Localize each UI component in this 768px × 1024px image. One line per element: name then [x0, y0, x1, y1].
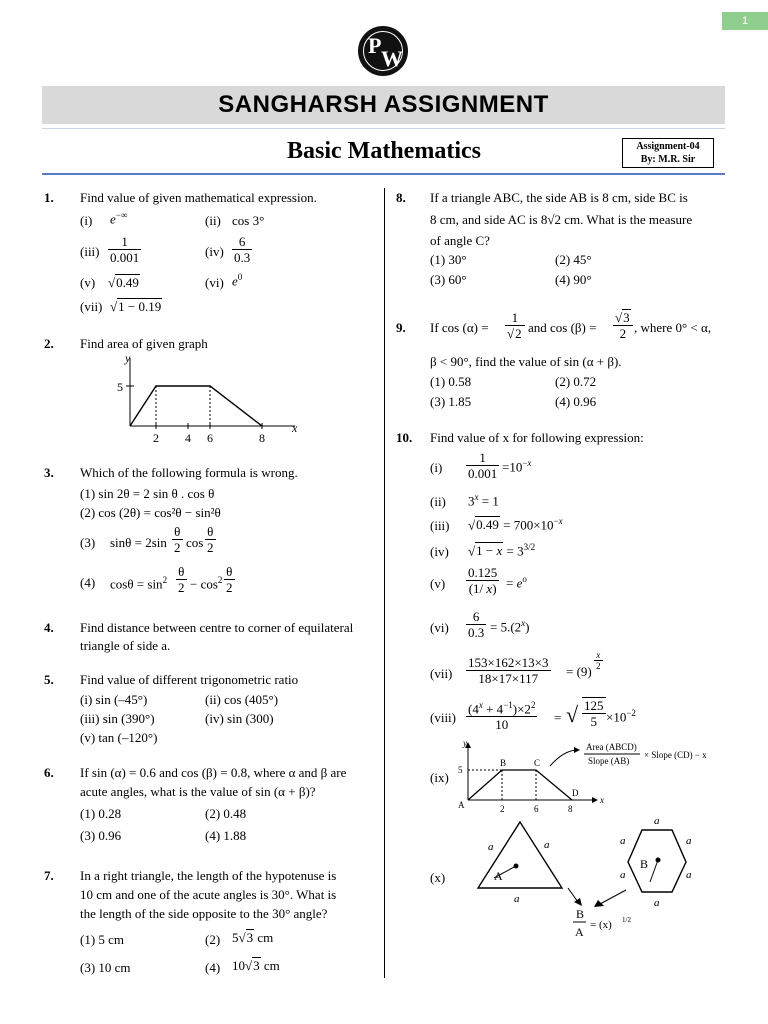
trapezoid-graph [110, 350, 310, 446]
svg-text:= (x): = (x) [590, 919, 612, 931]
x-tick: 6 [207, 431, 213, 445]
svg-text:a: a [620, 835, 626, 847]
svg-text:A: A [575, 925, 584, 939]
x-tick: 4 [185, 431, 191, 445]
svg-text:a: a [654, 897, 660, 909]
svg-text:5: 5 [458, 765, 463, 775]
x-figure [460, 812, 708, 944]
svg-text:A: A [458, 800, 465, 810]
y-axis-label: y [125, 351, 131, 365]
svg-text:a: a [620, 869, 626, 881]
divider [42, 173, 725, 175]
svg-text:x: x [600, 795, 604, 805]
y-tick: 5 [117, 380, 123, 394]
svg-text:1/2: 1/2 [622, 916, 631, 924]
subject-title: Basic Mathematics [287, 138, 481, 164]
x-axis-label: x [292, 421, 298, 435]
banner-title: SANGHARSH ASSIGNMENT [42, 86, 725, 124]
svg-text:a: a [488, 841, 494, 853]
svg-text:a: a [654, 815, 660, 827]
svg-text:2: 2 [500, 804, 505, 814]
svg-text:× Slope (CD) − x: × Slope (CD) − x [644, 750, 707, 760]
svg-text:6: 6 [534, 804, 539, 814]
svg-text:y: y [463, 738, 467, 748]
svg-text:a: a [544, 839, 550, 851]
svg-text:B: B [500, 758, 507, 768]
column-divider [384, 188, 385, 978]
svg-text:a: a [686, 835, 692, 847]
svg-text:Slope (AB): Slope (AB) [588, 756, 630, 766]
svg-text:Area (ABCD): Area (ABCD) [586, 742, 637, 752]
svg-text:A: A [494, 869, 503, 883]
svg-text:D: D [572, 788, 579, 798]
divider [42, 128, 725, 129]
page-number: 1 [722, 12, 768, 30]
svg-text:B: B [640, 857, 649, 871]
svg-text:C: C [534, 758, 541, 768]
x-tick: 8 [259, 431, 265, 445]
svg-text:a: a [514, 893, 520, 905]
x-tick: 2 [153, 431, 159, 445]
svg-text:a: a [686, 869, 692, 881]
svg-text:B: B [576, 907, 585, 921]
ix-graph [454, 736, 744, 814]
svg-text:8: 8 [568, 804, 573, 814]
assignment-box: Assignment-04 By: M.R. Sir [622, 138, 714, 168]
pw-logo: P W [358, 26, 408, 76]
